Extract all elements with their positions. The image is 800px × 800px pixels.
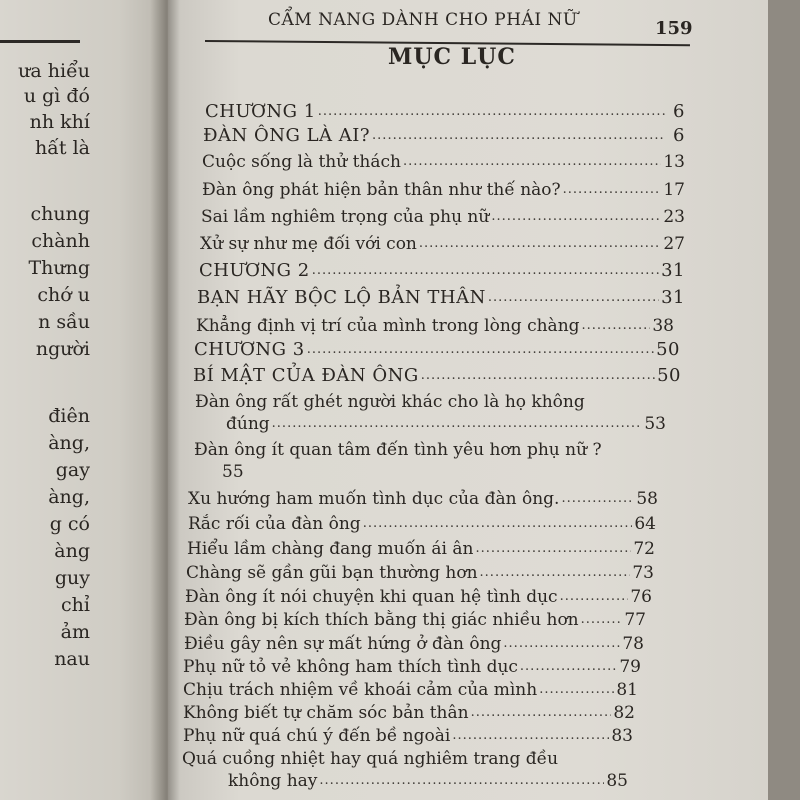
toc-entry [185,587,652,607]
left-page-text: chớ u [37,284,90,306]
toc-entry-title: Đàn ông rất ghét người khác cho là họ không [195,392,585,412]
leader-dots [539,680,614,700]
leader-dots [563,180,662,200]
toc-entry-title: Chàng sẽ gần gũi bạn thường hơn [186,563,478,583]
leader-dots [421,366,655,386]
toc-entry [184,610,646,630]
left-page-text: u gì đó [23,85,90,107]
leader-dots [475,539,631,559]
left-page-text: guy [54,567,90,589]
toc-entry-title: Khẳng định vị trí của mình trong lòng chàng [196,316,580,336]
toc-entry [188,489,658,509]
toc-title: MỤC LỤC [388,44,516,70]
leader-dots [491,207,661,227]
leader-dots [452,726,609,746]
leader-dots [561,489,634,509]
leader-dots [307,340,654,360]
leader-dots [581,610,623,630]
toc-entry-title: Cuộc sống là thử thách [202,152,401,172]
leader-dots [520,657,617,677]
toc-entry [226,414,666,434]
toc-entry [228,771,628,791]
toc-entry [183,703,635,723]
leader-dots [272,414,643,434]
running-head: CẨM NANG DÀNH CHO PHÁI NỮ [268,10,578,30]
toc-entry-title: Hiểu lầm chàng đang muốn ái ân [187,539,474,559]
toc-entry-page: 53 [644,414,666,434]
leader-dots [480,563,631,583]
toc-entry-title-cont: đúng [226,414,270,434]
left-page-text: g có [49,513,90,535]
left-page-text: ảm [60,621,90,643]
toc-entry-page: 77 [624,610,646,630]
left-page-text: nh khí [29,111,90,133]
toc-entry-page: 17 [663,180,685,200]
toc-entry [188,514,656,534]
toc-entry-page: 58 [636,489,658,509]
toc-entry-page: 79 [619,657,641,677]
left-page-text: àng, [48,432,90,454]
toc-entry-title-cont: không hay [228,771,318,791]
toc-entry [200,234,685,254]
leader-dots [312,261,659,281]
toc-entry-title: Điều gây nên sự mất hứng ở đàn ông [184,634,502,654]
left-page-text: n sầu [38,311,90,333]
toc-entry-page: 76 [630,587,652,607]
toc-entry [184,634,644,654]
toc-entry-title: Đàn ông phát hiện bản thân như thế nào? [202,180,561,200]
toc-entry-page: 85 [606,771,628,791]
toc-entry-title: Đàn ông ít quan tâm đến tình yêu hơn phụ nữ ? [194,440,602,460]
toc-entry [197,288,685,308]
toc-entry-page: 73 [632,563,654,583]
leader-dots [560,587,629,607]
toc-entry-title: Xu hướng ham muốn tình dục của đàn ông. [188,489,560,509]
left-page-text: ưa hiểu [18,60,90,82]
leader-dots [488,288,659,308]
leader-dots [503,634,620,654]
toc-entry-page: 27 [663,234,685,254]
left-page-text: Thưng [28,257,90,279]
leader-dots [319,771,604,791]
toc-entry-page: 6 [673,101,685,122]
left-page-text: chung [30,203,90,225]
toc-entry [199,261,685,281]
left-page-text: chành [31,230,90,252]
left-page-text: àng [54,540,90,562]
toc-entry-title: Đàn ông ít nói chuyện khi quan hệ tình dục [185,587,558,607]
leader-dots [582,316,651,336]
leader-dots [363,514,633,534]
left-page-text: gay [55,459,90,481]
left-page-text: nau [54,648,90,670]
page-edge [768,0,800,800]
toc-entry-title: CHƯƠNG 3 [194,339,305,360]
toc-entry-page: 82 [613,703,635,723]
page-number: 159 [655,18,693,39]
left-page-text: người [35,338,90,360]
toc-entry-page: 13 [663,152,685,172]
toc-entry-page: 23 [663,207,685,227]
toc-entry-page: 6 [673,125,685,146]
toc-entry-page: 81 [616,680,638,700]
toc-entry-page: 72 [633,539,655,559]
toc-entry-title: Đàn ông bị kích thích bằng thị giác nhiều hơn [184,610,579,630]
toc-entry-title: Phụ nữ quá chú ý đến bề ngoài [183,726,451,746]
book-gutter [150,0,180,800]
toc-entry-title: Xử sự như mẹ đối với con [200,234,417,254]
toc-entry-title: CHƯƠNG 2 [199,260,310,281]
toc-entry-page: 50 [657,365,681,386]
toc-entry [187,539,655,559]
left-page-text: điên [48,405,90,427]
toc-entry-page: 50 [656,339,680,360]
leader-dots [318,102,665,122]
leader-dots [372,126,665,146]
toc-entry-title: BÍ MẬT CỦA ĐÀN ÔNG [193,365,419,386]
toc-entry-page: 55 [222,462,244,482]
toc-entry-page: 38 [652,316,674,336]
toc-entry [183,726,633,746]
left-page-text: hất là [35,137,90,159]
toc-entry-title: Phụ nữ tỏ vẻ không ham thích tình dục [183,657,518,677]
toc-entry-title: Quá cuồng nhiệt hay quá nghiêm trang đều [182,749,559,769]
leader-dots [403,152,661,172]
toc-entry-title: ĐÀN ÔNG LÀ AI? [203,125,371,146]
toc-entry-page: 78 [622,634,644,654]
toc-entry [193,366,681,386]
toc-entry-title: Không biết tự chăm sóc bản thân [183,703,469,723]
toc-entry-title: Chịu trách nhiệm về khoái cảm của mình [183,680,538,700]
toc-entry [196,316,674,336]
toc-entry [202,152,685,172]
toc-entry-title: Rắc rối của đàn ông [188,514,361,534]
toc-entry [203,126,685,146]
toc-entry-page: 31 [661,260,685,281]
toc-entry [201,207,685,227]
left-page-text: chỉ [61,594,90,616]
toc-entry [194,340,680,360]
toc-entry-page: 83 [611,726,633,746]
toc-entry [183,680,638,700]
left-page-rule [0,40,80,43]
toc-entry-title: CHƯƠNG 1 [205,101,316,122]
toc-entry [205,102,685,122]
left-page-text: àng, [48,486,90,508]
toc-entry-title: BẠN HÃY BỘC LỘ BẢN THÂN [197,287,486,308]
left-page [0,0,170,800]
toc-entry-page: 64 [634,514,656,534]
leader-dots [419,234,661,254]
toc-entry [186,563,654,583]
toc-entry [202,180,685,200]
toc-entry [183,657,641,677]
leader-dots [471,703,612,723]
toc-entry-page: 31 [661,287,685,308]
toc-entry-title: Sai lầm nghiêm trọng của phụ nữ [201,207,490,227]
